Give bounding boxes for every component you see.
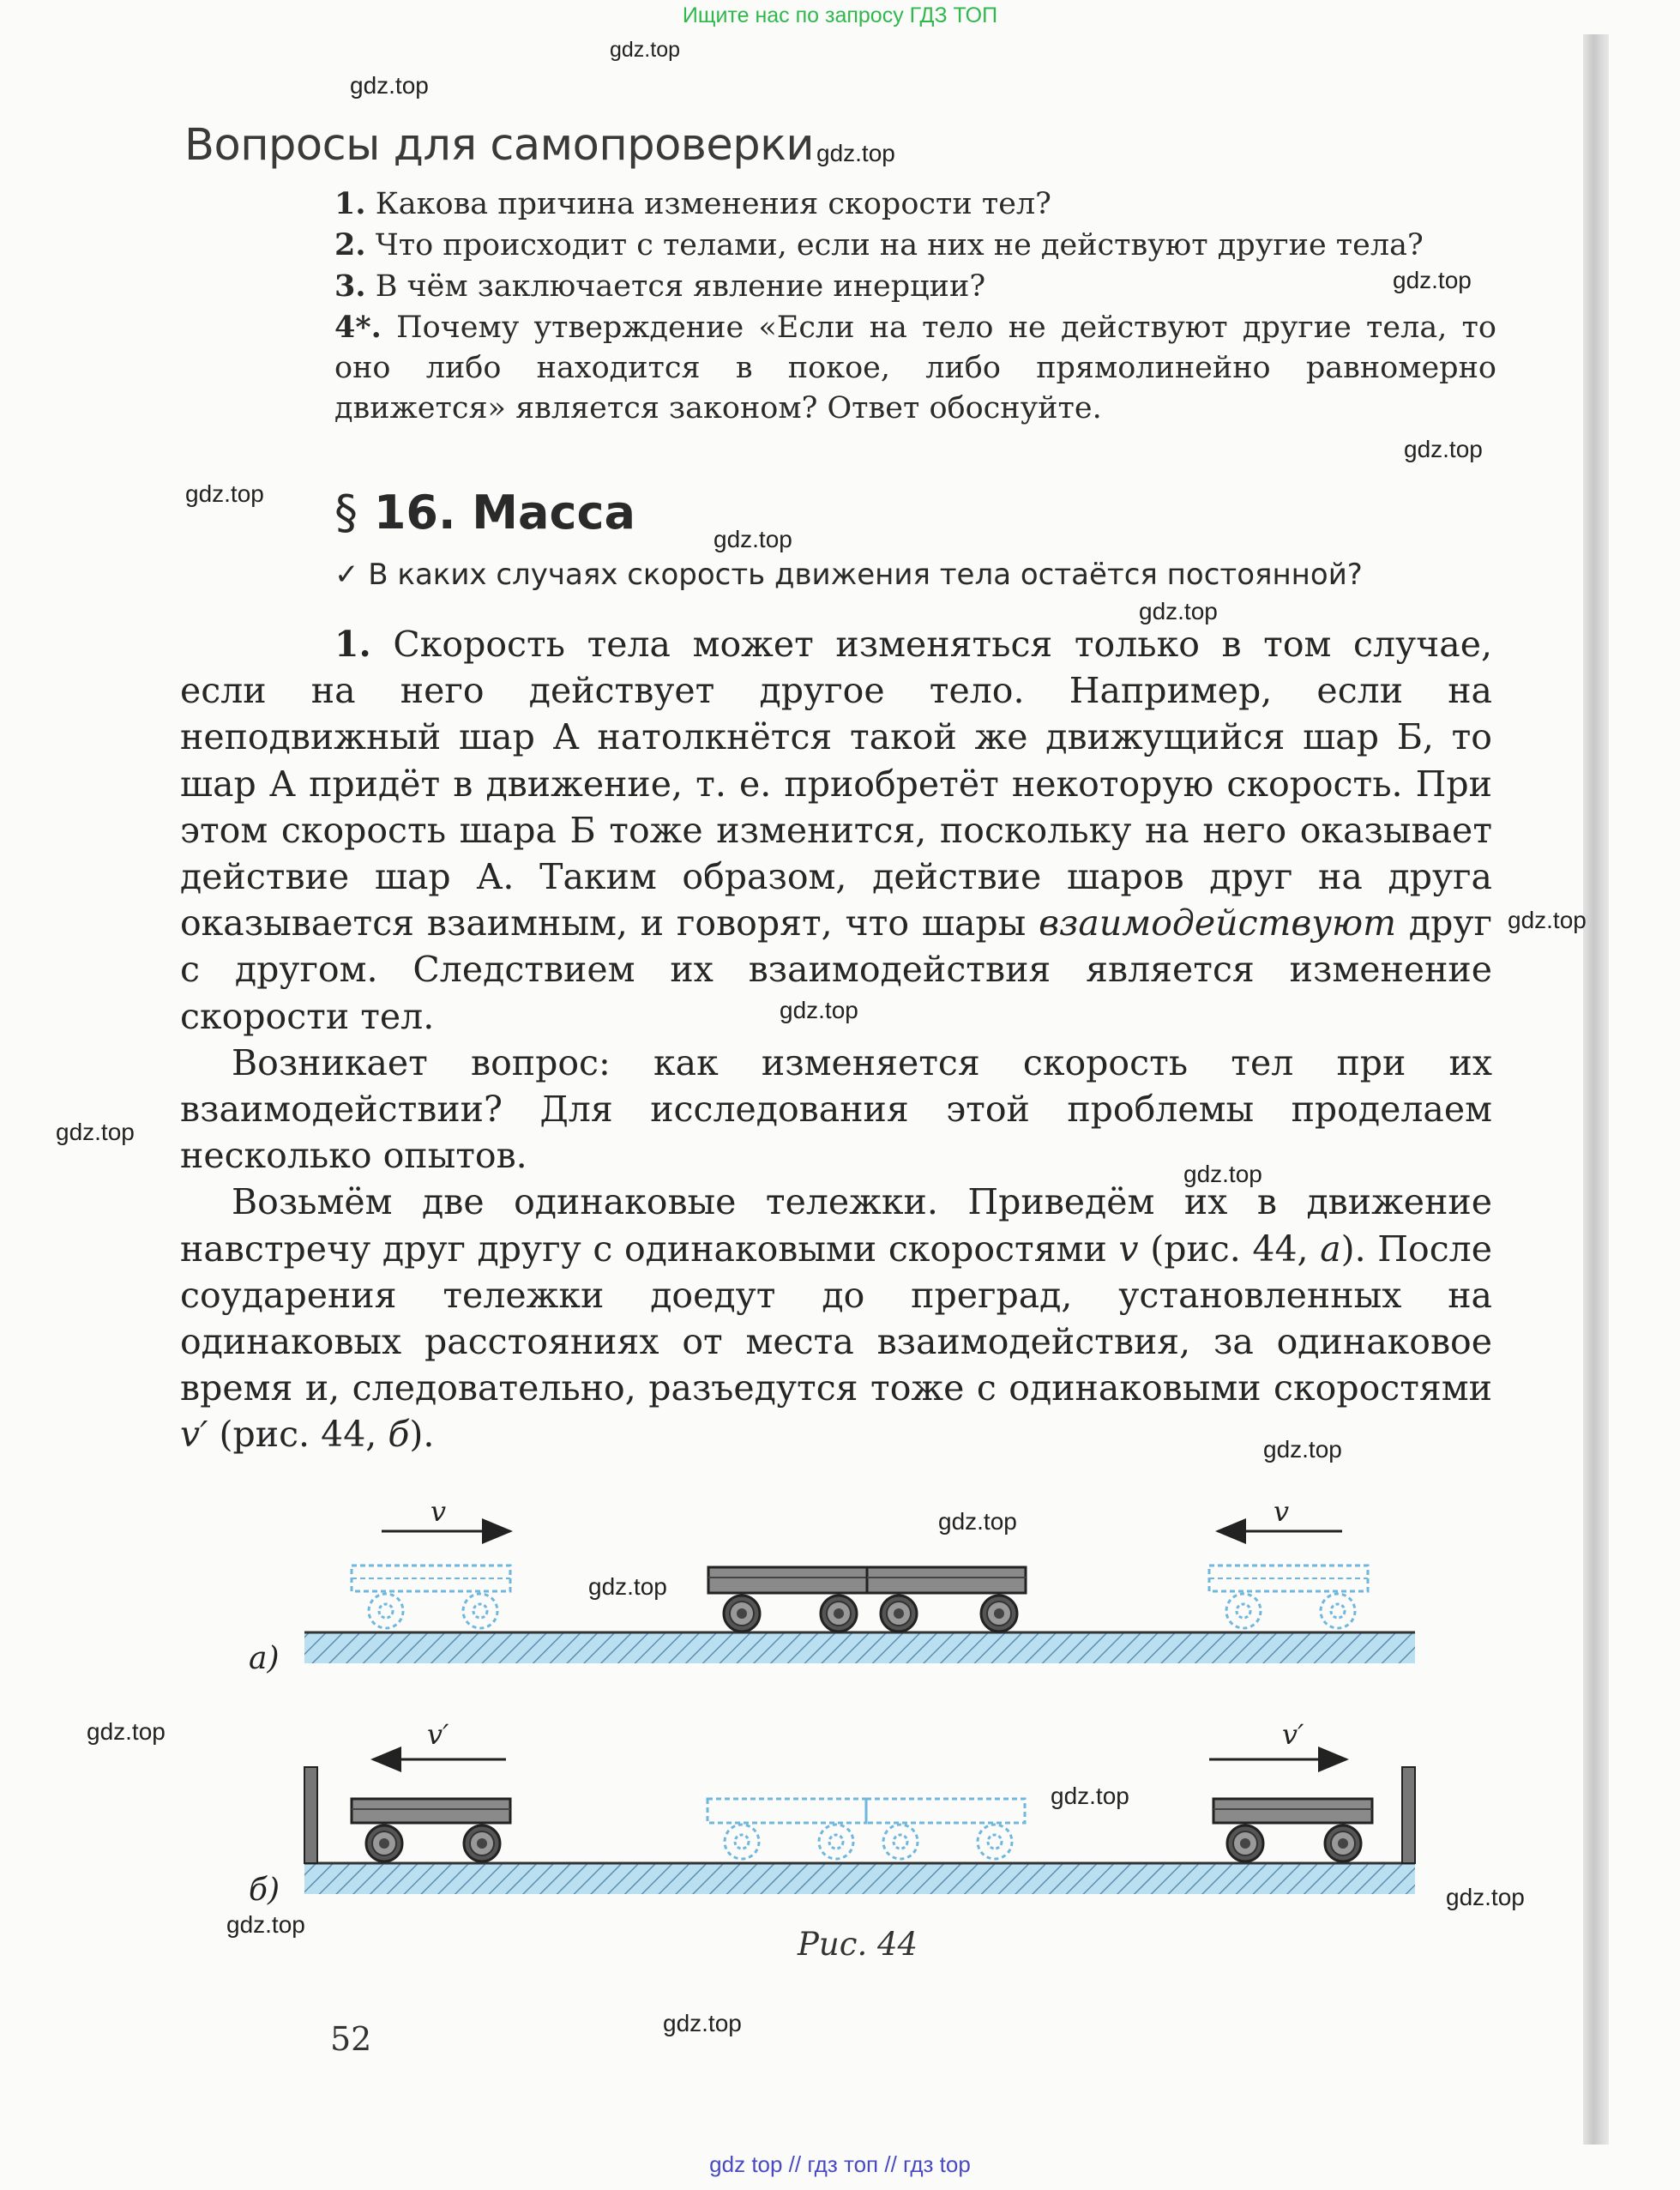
watermark: gdz.top <box>938 1508 1017 1535</box>
figure-caption: Рис. 44 <box>798 1926 918 1963</box>
scan-page-edge <box>1583 34 1609 2145</box>
watermark: gdz.top <box>780 997 858 1023</box>
barrier-right <box>1402 1767 1415 1863</box>
questions-heading: Вопросы для самопроверки <box>184 120 815 171</box>
question-item: 4*. Почему утверждение «Если на тело не действуют другие тела, то оно либо находится в покое, либо прямолинейно равномерно движется» является законом? Ответ обоснуйте. <box>334 310 1496 425</box>
watermark: gdz.top <box>588 1573 667 1600</box>
watermark: gdz.top <box>714 526 792 552</box>
cart-a-left <box>708 1567 867 1632</box>
label-v-left: v <box>431 1495 447 1528</box>
watermark: gdz.top <box>816 140 895 166</box>
watermark: gdz.top <box>226 1911 305 1938</box>
watermark: gdz.top <box>1183 1161 1262 1187</box>
questions-list <box>334 184 1496 429</box>
ghost-cart-middle-left <box>708 1799 866 1859</box>
watermark: gdz.top <box>1393 267 1472 293</box>
paragraph-3: Возьмём две одинаковые тележки. Приведём их в движение навстречу друг другу с одинаковыми скоростями v (рис. 44, а). После соударения тележки доедут до преград, установленных на одинаковых расстояниях от места взаимодействия, за одинаковое время и, следовательно, разъедутся тоже с одинаковыми скоростями v′ (рис. 44, б). <box>180 1181 1492 1456</box>
question-item: 3. В чём заключается явление инерции? <box>334 268 986 304</box>
label-v-prime-left: v′ <box>427 1718 449 1751</box>
watermark: gdz.top <box>610 38 681 62</box>
paragraph-1: 1. Скорость тела может изменяться только в том случае, если на него действует другое тело. Например, если на неподвижный шар А натолкнётся такой же движущийся шар Б, то шар А придёт в движение, т. е. приобретёт некоторую скорость. При этом скорость шара Б тоже изменится, поскольку на него оказывает действие шар А. Таким образом, действие шаров друг на друга оказывается взаимным, и говорят, что шары взаимодействуют друг с другом. Следствием их взаимодействия является изменение скорости тел. <box>180 624 1492 1037</box>
watermark: gdz.top <box>87 1718 166 1745</box>
question-item: 2. Что происходит с телами, если на них не действуют другие тела? <box>334 227 1424 262</box>
watermark: gdz.top <box>1446 1884 1525 1910</box>
figure-part-b <box>249 1718 1415 1908</box>
watermark: gdz.top <box>350 72 429 99</box>
top-banner[interactable]: Ищите нас по запросу ГДЗ ТОП <box>682 3 998 27</box>
bottom-banner[interactable]: gdz top // гдз топ // гдз top <box>709 2151 971 2177</box>
cart-b-right <box>1213 1799 1372 1861</box>
ground-b <box>304 1863 1415 1894</box>
watermark: gdz.top <box>1263 1436 1342 1463</box>
cart-b-left <box>352 1799 510 1861</box>
watermark: gdz.top <box>56 1119 135 1145</box>
ghost-cart-middle-right <box>866 1799 1025 1859</box>
check-question: ✓ В каких случаях скорость движения тела остаётся постоянной? <box>334 558 1363 592</box>
label-a: а) <box>249 1641 280 1676</box>
ghost-cart-left <box>352 1566 510 1628</box>
figure-44 <box>249 1488 1449 1917</box>
watermark: gdz.top <box>1051 1783 1129 1809</box>
ghost-cart-right <box>1209 1566 1368 1628</box>
ground-a <box>304 1632 1415 1663</box>
section-heading: § 16. Масса <box>334 486 635 540</box>
label-b: б) <box>249 1873 280 1908</box>
label-v-prime-right: v′ <box>1282 1718 1304 1751</box>
watermark: gdz.top <box>185 480 264 507</box>
question-item: 1. Какова причина изменения скорости тел? <box>334 186 1051 221</box>
paragraph-2: Возникает вопрос: как изменяется скорость тел при их взаимодействии? Для исследования этой проблемы проделаем несколько опытов. <box>180 1041 1492 1177</box>
page-number: 52 <box>330 2020 372 2058</box>
watermark: gdz.top <box>663 2010 742 2036</box>
barrier-left <box>304 1767 317 1863</box>
cart-a-right <box>867 1567 1026 1632</box>
watermark: gdz.top <box>1139 598 1218 624</box>
figure-part-a <box>249 1495 1415 1676</box>
body-text <box>180 621 1492 1458</box>
watermark: gdz.top <box>1508 907 1587 933</box>
label-v-right: v <box>1274 1495 1290 1528</box>
watermark: gdz.top <box>1404 436 1483 462</box>
